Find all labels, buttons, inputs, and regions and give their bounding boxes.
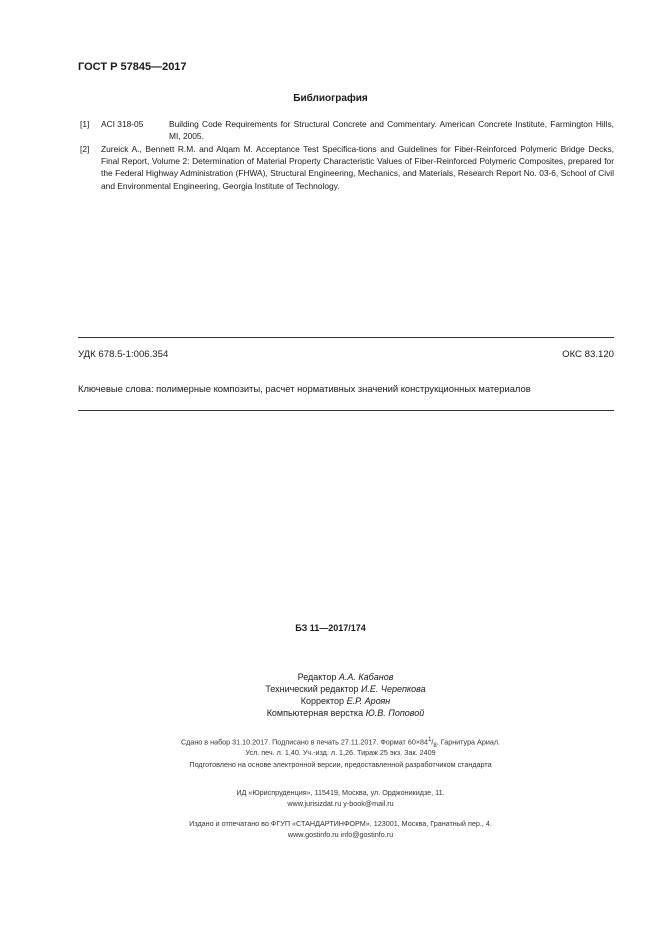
keywords: Ключевые слова: полимерные композиты, расчет нормативных значений конструкционных материалов: [78, 383, 531, 394]
imprint-text: Сдано в набор 31.10.2017. Подписано в печать 27.11.2017. Формат 60×84: [180, 737, 429, 747]
bibliography-item-ref: ACI 318-05: [101, 119, 144, 129]
format-subscript: 8: [433, 742, 437, 749]
imprint-line: Подготовлено на основе электронной версии, предоставленной разработчиком стандарта: [189, 760, 492, 769]
bibliography-item-number: [1]: [80, 119, 90, 129]
standard-number: ГОСТ Р 57845—2017: [78, 61, 187, 73]
bibliography-item-text: Building Code Requirements for Structural Concrete and Commentary. American Concrete Institute, Farmington Hills, MI, 2005.: [169, 119, 614, 142]
bibliography-item: [80, 118, 614, 144]
staff-name: Ю.В. Поповой: [365, 708, 425, 718]
imprint-text: . Гарнитура Ариал.: [436, 737, 501, 747]
imprint-line: Сдано в набор 31.10.2017. Подписано в печать 27.11.2017. Формат $60\times 84^1/_8$. Гарнитура Ариал.: [180, 737, 501, 749]
staff-role: Компьютерная верстка: [266, 708, 364, 718]
divider: [78, 410, 614, 411]
publisher-web: www.gostinfo.ru info@gostinfo.ru: [287, 830, 394, 839]
staff-line: [0, 707, 661, 720]
divider: [78, 337, 614, 338]
staff-name: И.Е. Черепкова: [360, 684, 426, 694]
staff-line: [0, 671, 661, 684]
publisher-line: Издано и отпечатано во ФГУП «СТАНДАРТИНФОРМ», 123001, Москва, Гранатный пер., 4.: [189, 819, 492, 828]
imprint-line: Усл. печ. л. 1,40. Уч.-изд. л. 1,26. Тираж 25 экз. Зак. 2409: [245, 748, 436, 757]
staff-role: Корректор: [300, 696, 345, 706]
bz-number: БЗ 11—2017/174: [295, 623, 366, 633]
staff-line: [0, 695, 661, 708]
staff-name: А.А. Кабанов: [338, 672, 394, 682]
staff-name: Е.Р. Ароян: [346, 696, 391, 706]
format-superscript: 1: [428, 737, 432, 743]
oks-code: ОКС 83.120: [562, 349, 614, 360]
udk-code: УДК 678.5-1:006.354: [78, 349, 169, 360]
bibliography-item-number: [2]: [80, 144, 90, 154]
staff-role: Технический редактор: [265, 684, 359, 694]
publisher-web: www.jurisizdat.ru y-book@mail.ru: [287, 799, 394, 808]
bibliography-item-text: Zureick A., Bennett R.M. and Alqam M. Acceptance Test Specifica-tions and Guidelines for Fiber-Reinforced Polymeric Bridge Decks, Final Report, Volume 2: Determination of Material Property Characteristic Values of Fiber-Reinforced Polymeric Composites, prepared for the Federal Highway Administration (FHWA), Structural Engineering, Mechanics, and Materials, Research Report No. 03-6, School of Civil and Environmental Engineering, Georgia Institute of Technology.: [101, 144, 614, 191]
publisher-line: ИД «Юриспруденция», 115419, Москва, ул. Орджоникидзе, 11.: [236, 788, 445, 797]
bibliography-item: [80, 143, 614, 193]
staff-role: Редактор: [297, 672, 337, 682]
bibliography-title: Библиография: [293, 93, 368, 104]
staff-line: [0, 683, 661, 696]
